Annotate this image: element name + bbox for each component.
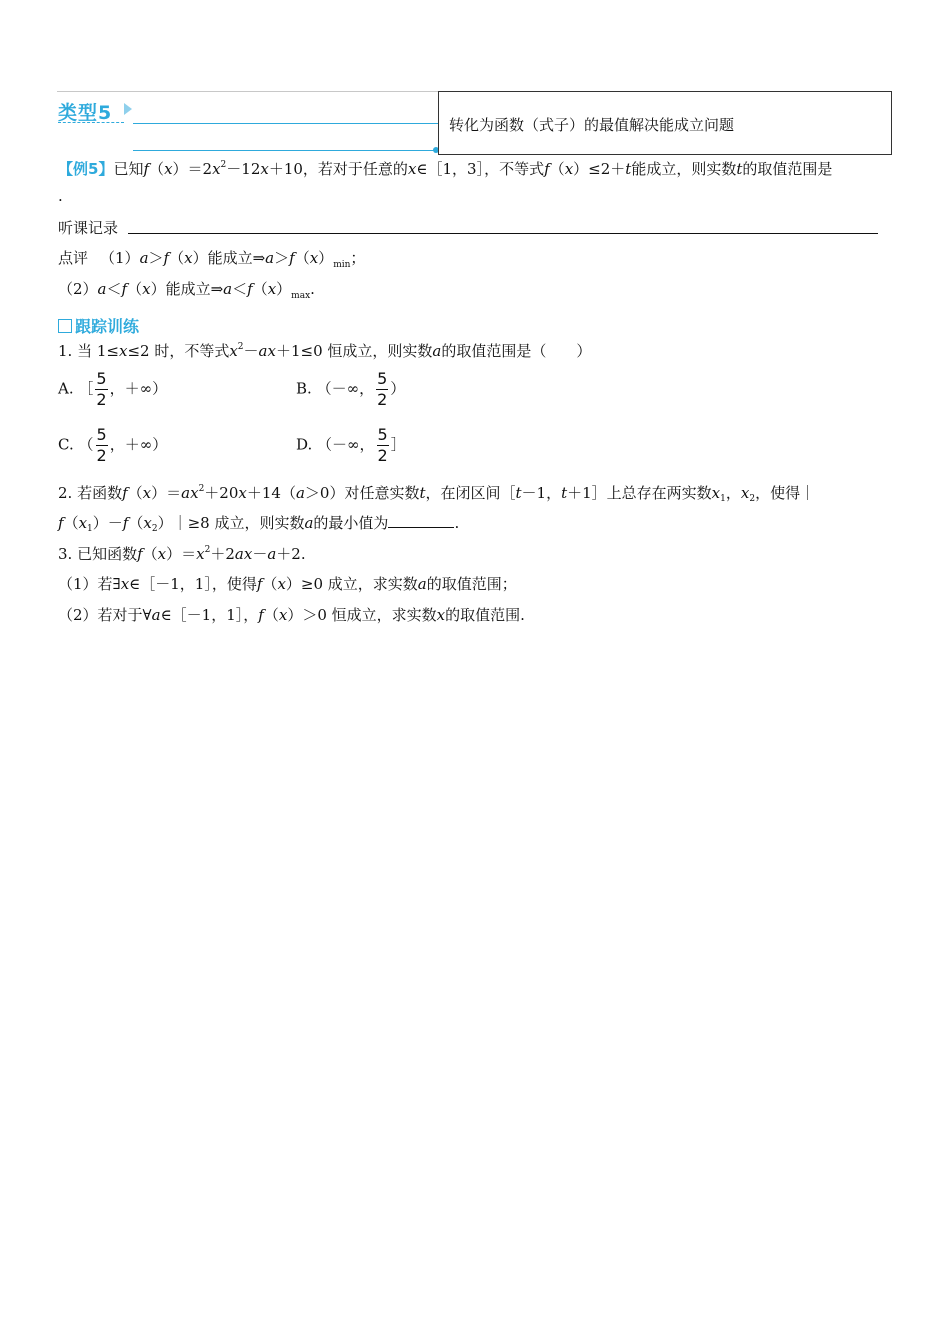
option-c[interactable]: C. （ $\frac{5}{2}$ ，＋∞）	[58, 425, 168, 465]
example-end-dot: .	[58, 187, 63, 205]
comment-line-1: 点评 （1）a＞f（x）能成立$\Rightarrow a>f(x)_{min}$；	[58, 249, 366, 270]
topic-title: 转化为函数（式子）的最值解决能成立问题	[449, 116, 735, 134]
option-b[interactable]: B. （－∞， $\frac{5}{2}$ ）	[296, 369, 406, 409]
square-icon	[58, 319, 72, 333]
example-tag: 【例5】	[58, 160, 114, 178]
question-3-part-2: （2）若对于∀a∈［－1，1］，f（x）＞0 恒成立，求实数x的取值范围.	[58, 606, 525, 624]
notes-line[interactable]	[128, 233, 878, 234]
question-2-line-1: 2. 若函数$f(x)=ax^2+20x+14(a>0)$对任意实数t，在闭区间［t－1，t＋1］上总存在两实数$x_1$，$x_2$，使得｜	[58, 484, 816, 504]
answer-blank[interactable]	[388, 514, 454, 528]
play-arrow-icon	[124, 103, 132, 115]
fraction: $\frac{5}{2}$	[377, 425, 388, 465]
banner-rule-upper	[133, 123, 439, 124]
example-5: 【例5】已知$f(x)=2x^2-12x+10$，若对于任意的x∈［1，3］，不等式f（x）≤2＋t能成立，则实数t的取值范围是	[58, 160, 833, 178]
comment-label: 点评	[58, 249, 89, 267]
type-label-underline	[58, 122, 124, 123]
option-d[interactable]: D. （－∞， $\frac{5}{2}$ ］	[296, 425, 406, 465]
fraction: $\frac{5}{2}$	[96, 369, 107, 409]
banner-rule-lower	[133, 150, 435, 151]
fraction: $\frac{5}{2}$	[377, 369, 388, 409]
comment-line-2: （2）a＜f（x）能成立$\Rightarrow a<f(x)_{max}$.	[58, 280, 315, 301]
type-label: 类型5	[58, 102, 113, 124]
question-3-part-1: （1）若∃x∈［－1，1］，使得f（x）≥0 成立，求实数a的取值范围；	[58, 575, 517, 593]
question-3: 3. 已知函数$f(x)=x^2+2ax-a+2$.	[58, 545, 306, 563]
option-a[interactable]: A. ［ $\frac{5}{2}$ ，＋∞）	[58, 369, 168, 409]
banner-top-rule	[57, 91, 439, 92]
question-1: 1. 当 1≤x≤2 时，不等式$x^2-ax+1\le 0$ 恒成立，则实数a的取值范围是（ ）	[58, 342, 592, 360]
notes-label: 听课记录	[58, 219, 119, 237]
practice-heading: 跟踪训练	[58, 314, 139, 337]
fraction: $\frac{5}{2}$	[96, 425, 107, 465]
question-2-line-2: $f(x_1)-f(x_2)|\ge 8$ 成立，则实数a的最小值为 .	[58, 514, 460, 534]
